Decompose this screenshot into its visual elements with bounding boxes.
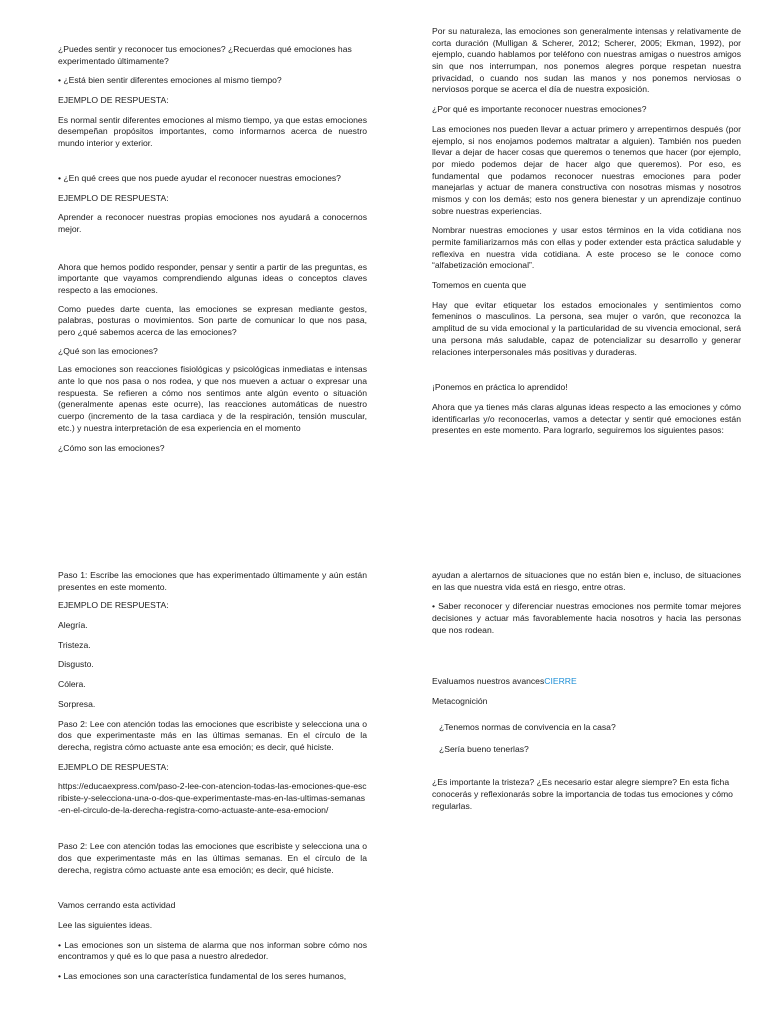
bottom-right-column — [432, 570, 741, 812]
paragraph-steps-intro: Ahora que ya tienes más claras algunas ideas respecto a las emociones y cómo identificarlas y/o reconocerlas, vamos a detectar y sentir qué emociones están presentes en este momento. Para lograrlo, seguiremos los siguientes pasos: — [432, 401, 741, 436]
question-good-to-have: ¿Sería bueno tenerlas? — [439, 743, 529, 754]
bullet-fundamental: • Las emociones son una característica fundamental de los seres humanos, — [58, 971, 347, 982]
paragraph-nature: Por su naturaleza, las emociones son generalmente intensas y relativamente de corta duración (Mulligan & Scherer, 2012; Scherer, 2005; Ekman, 1992), por ejemplo, cuando hablamos por teléfono con nuestras amigas o nuestros amigos sin que nos interrumpan, nos ponemos alegres porque respetan nuestra privacidad, o cuando nos sudan las manos y nos ponemos nerviosas o nerviosos porque se acerca el día de nuestra exposición. — [432, 26, 741, 95]
paragraph-labels: Hay que evitar etiquetar los estados emocionales y sentimientos como femeninos o masculinos. La persona, sea mujer o varón, que reconozca la amplitud de su vida emocional y la particularidad de su vivencia emocional, será una persona más saludable, capaz de potencializar su desarrollo y generar relaciones interpersonales más positivas y duraderas. — [432, 299, 741, 357]
example-label: EJEMPLO DE RESPUESTA: — [58, 192, 169, 203]
question-why-important: ¿Por qué es importante reconocer nuestras emociones? — [432, 104, 647, 115]
reference-link[interactable]: https://educaexpress.com/paso-2-lee-con-atencion-todas-las-emociones-que-escribiste-y-selecciona-una-o-dos-que-experimentaste-mas-en-las-ultimas-semanas-en-el-circulo-de-la-derecha-registra-como-actuaste-ante-esa-emocion/ — [58, 781, 367, 815]
heading-keep-in-mind: Tomemos en cuenta que — [432, 280, 527, 291]
question-house-rules: ¿Tenemos normas de convivencia en la casa? — [439, 721, 616, 732]
heading-evaluate-progress — [432, 676, 741, 688]
question-what-are-emotions: ¿Qué son las emociones? — [58, 345, 158, 356]
heading-metacognition: Metacognición — [432, 696, 488, 707]
example-label: EJEMPLO DE RESPUESTA: — [58, 600, 169, 611]
paragraph-concepts: Ahora que hemos podido responder, pensar y sentir a partir de las preguntas, es importante que vayamos comprendiendo algunas ideas o conceptos claves respecto a las emociones. — [58, 261, 367, 295]
bottom-left-column — [58, 570, 367, 983]
emotion-item: Sorpresa. — [58, 698, 96, 709]
paragraph-emotional-literacy: Nombrar nuestras emociones y usar estos términos en la vida cotidiana nos permite familiarizarnos más con ellas y poder extender esta práctica saludable y reflexiva en nuestra vida cotidiana. A este proceso se le conoce como “alfabetización emocional”. — [432, 225, 741, 271]
bullet-question-several-emotions: • ¿Está bien sentir diferentes emociones al mismo tiempo? — [58, 75, 282, 86]
instruction-read-ideas: Lee las siguientes ideas. — [58, 920, 153, 931]
question-how-are-emotions: ¿Cómo son las emociones? — [58, 442, 165, 453]
emotion-item: Cólera. — [58, 679, 86, 690]
closing-label: CIERRE — [544, 676, 577, 687]
question-feel-emotions: ¿Puedes sentir y reconocer tus emociones? ¿Recuerdas qué emociones has experimentado últimamente? — [58, 44, 352, 66]
bullet-question-recognize-help: • ¿En qué crees que nos puede ayudar el reconocer nuestras emociones? — [58, 172, 341, 183]
example-answer: Aprender a reconocer nuestras propias emociones nos ayudará a conocernos mejor. — [58, 212, 367, 234]
step-1: Paso 1: Escribe las emociones que has experimentado últimamente y aún están presentes en este momento. — [58, 570, 367, 592]
paragraph-expression: Como puedes darte cuenta, las emociones se expresan mediante gestos, palabras, posturas o movimientos. Son parte de comunicar lo que nos pasa, pero ¿qué sabemos acerca de las emociones? — [58, 303, 367, 337]
bullet-alarm-system: • Las emociones son un sistema de alarma que nos informan sobre cómo nos encontramos y qué es lo que pasa a nuestro alrededor. — [58, 939, 367, 962]
step-2-repeat: Paso 2: Lee con atención todas las emociones que escribiste y selecciona una o dos que experimentaste más en las últimas semanas. En el círculo de la derecha, registra cómo actuaste ante esa emoción; es decir, qué hiciste. — [58, 841, 367, 875]
emotion-item: Disgusto. — [58, 659, 94, 670]
paragraph-sadness: ¿Es importante la tristeza? ¿Es necesario estar alegre siempre? En esta ficha conocerás y reflexionarás sobre la importancia de todas tus emociones y cómo regularlas. — [432, 777, 733, 811]
heading-practice: ¡Ponemos en práctica lo aprendido! — [432, 382, 568, 393]
step-2: Paso 2: Lee con atención todas las emociones que escribiste y selecciona una o dos que experimentaste más en las últimas semanas. En el círculo de la derecha, registra cómo actuaste ante esa emoción; es decir, qué hiciste. — [58, 718, 367, 752]
heading-evaluate-text: Evaluamos nuestros avances — [432, 676, 545, 687]
paragraph-definition: Las emociones son reacciones fisiológicas y psicológicas inmediatas e intensas ante lo que nos pasa o nos rodea, y que nos mueven a actuar o expresar una respuesta. Se refieren a cómo nos sentimos ante algún evento o situación (generalmente apenas este ocurre), las reacciones automáticas de nuestro cuerpo (incremento de la tasa cardiaca y de la respiración, tensión muscular, etc.) y nuestra interpretación de esa experiencia en el momento — [58, 364, 367, 433]
paragraph-importance: Las emociones nos pueden llevar a actuar primero y arrepentirnos después (por ejemplo, si nos enojamos podemos maltratar a alguien). También nos pueden llevar a dejar de hacer cosas que queremos o tenemos que hacer (por ejemplo, por miedo podemos dejar de hacer algo que queremos). Por eso, es fundamental que podamos reconocer nuestras emociones para poder manejarlas y actuar de manera constructiva con nosotras mismas y nosotros mismos y con los demás; esto nos genera bienestar y un aprendizaje continuo sobre nuestras experiencias. — [432, 123, 741, 216]
top-left-column — [58, 44, 367, 454]
emotion-item: Alegría. — [58, 620, 88, 631]
emotion-item: Tristeza. — [58, 639, 91, 650]
paragraph-alerts: ayudan a alertarnos de situaciones que no están bien e, incluso, de situaciones en las que nuestra vida está en riesgo, entre otras. — [432, 570, 741, 592]
example-label: EJEMPLO DE RESPUESTA: — [58, 95, 169, 106]
example-answer: Es normal sentir diferentes emociones al mismo tiempo, ya que estas emociones desempeñan propósitos importantes, como informarnos acerca de nuestro mundo interior y exterior. — [58, 114, 367, 149]
top-right-column — [432, 26, 741, 437]
bullet-recognize-differentiate: • Saber reconocer y diferenciar nuestras emociones nos permite tomar mejores decisiones y actuar más favorablemente hacia nosotros y hacia las personas que nos rodean. — [432, 601, 741, 635]
heading-closing-activity: Vamos cerrando esta actividad — [58, 900, 176, 911]
example-label: EJEMPLO DE RESPUESTA: — [58, 761, 169, 772]
